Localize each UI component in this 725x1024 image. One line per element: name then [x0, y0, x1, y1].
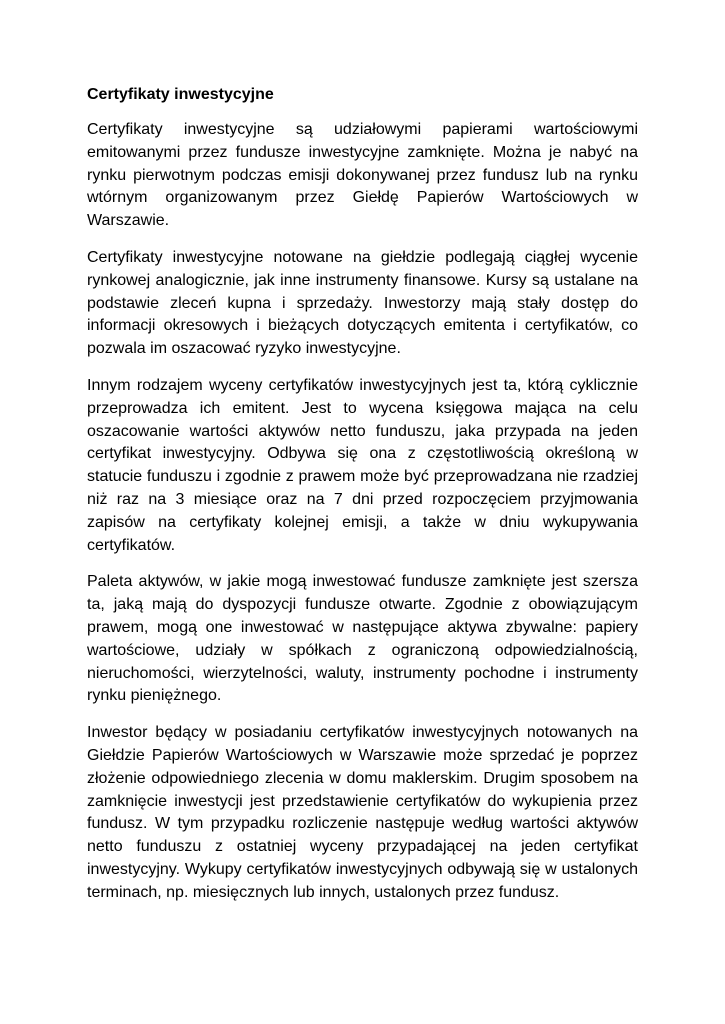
paragraph-5: Inwestor będący w posiadaniu certyfikatów inwestycyjnych notowanych na Giełdzie Papierów Wartościowych w Warszawie może sprzedać je poprzez złożenie odpowiedniego zlecenia w domu maklerskim. Drugim sposobem na zamknięcie inwestycji jest przedstawienie certyfikatów do wykupienia przez fundusz. W tym przypadku rozliczenie następuje według wartości aktywów netto funduszu z ostatniej wyceny przypadającej na jeden certyfikat inwestycyjny. Wykupy certyfikatów inwestycyjnych odbywają się w ustalonych terminach, np. miesięcznych lub innych, ustalonych przez fundusz.	[87, 724, 638, 901]
paragraph-2: Certyfikaty inwestycyjne notowane na giełdzie podlegają ciągłej wycenie rynkowej analogicznie, jak inne instrumenty finansowe. Kursy są ustalane na podstawie zleceń kupna i sprzedaży. Inwestorzy mają stały dostęp do informacji okresowych i bieżących dotyczących emitenta i certyfikatów, co pozwala im oszacować ryzyko inwestycyjne.	[87, 248, 638, 358]
paragraph-1: Certyfikaty inwestycyjne są udziałowymi papierami wartościowymi emitowanymi przez fundusze inwestycyjne zamknięte. Można je nabyć na rynku pierwotnym podczas emisji dokonywanej przez fundusz lub na rynku wtórnym organizowanym przez Giełdę Papierów Wartościowych w Warszawie.	[87, 121, 638, 230]
document-title: Certyfikaty inwestycyjne	[87, 86, 274, 103]
paragraph-4: Paleta aktywów, w jakie mogą inwestować fundusze zamknięte jest szersza ta, jaką mają do dyspozycji fundusze otwarte. Zgodnie z obowiązującym prawem, mogą one inwestować w następujące aktywa zbywalne: papiery wartościowe, udziały w spółkach z ograniczoną odpowiedzialnością, nieruchomości, wierzytelności, waluty, instrumenty pochodne i instrumenty rynku pieniężnego.	[87, 573, 638, 705]
paragraph-3: Innym rodzajem wyceny certyfikatów inwestycyjnych jest ta, którą cyklicznie przeprowadza ich emitent. Jest to wycena księgowa mająca na celu oszacowanie wartości aktywów netto funduszu, jaka przypada na jeden certyfikat inwestycyjny. Odbywa się ona z częstotliwością określoną w statucie funduszu i zgodnie z prawem może być przeprowadzana nie rzadziej niż raz na 3 miesiące oraz na 7 dni przed rozpoczęciem przyjmowania zapisów na certyfikaty kolejnej emisji, a także w dniu wykupywania certyfikatów.	[87, 376, 638, 554]
document-page	[87, 84, 638, 919]
